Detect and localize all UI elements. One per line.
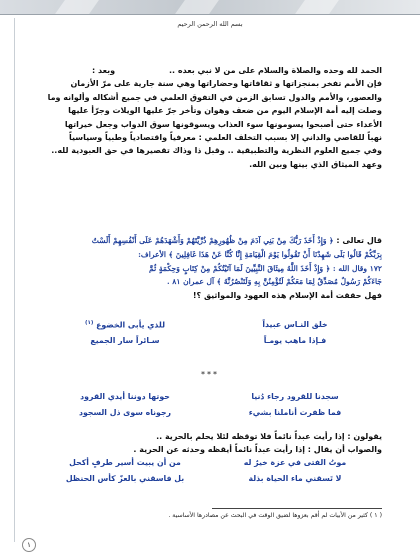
footnote: ( ١ ) كثير من الأبيات لم أقم بعزوها لضيق الوقت في البحث عن مصادرها الأساسية . [168,512,382,519]
poem-row [50,336,370,352]
saying-paragraph [32,430,382,457]
wabaad-label: وبعد : [92,66,116,75]
footnote-ref: (١) [84,320,94,326]
verse-line: ١٧٢ وقال الله : ﴿ وَإِذْ أَخَذَ اللَّهُ مِيثَاقَ النَّبِيِّينَ لَمَا آتَيْتُكُمْ مِنْ كِتَابٍ وَحِكْمَةٍ ثُمَّ [149,263,382,273]
poem-stanza-2 [50,392,370,424]
poem-row [50,320,370,336]
intro-line: نهباً للقاصي والداني إلا بسبب التخلف العلمي : معرفياً واقتصادياً وطبياً وسياسياً [68,133,382,143]
question-line: فهل حققت أمة الإسلام هذه العهود والمواثيق ؟! [192,291,382,301]
verse-line: جَاءَكُمْ رَسُولٌ مُصَدِّقٌ لِمَا مَعَكُمْ لَتُؤْمِنُنَّ بِهِ وَلَتَنْصُرُنَّهُ ﴾ آل عمران ٨١ . [166,277,382,287]
hemistich-right: لا تَسقني ماء الحياة بذلة [248,474,342,483]
saying-line: يقولون : إذا رأيت عبداً نائماً فلا توقظه لئلا يحلم بالحرية .. [156,432,382,441]
poem-row [50,474,370,490]
hemistich-left [50,320,200,330]
intro-line: الأعداء حتى أصبحوا يسومونها سوء العذاب ويسوقونها سوق الدواب وجعل خيراتها [64,119,382,129]
top-decorative-band [0,0,420,14]
intro-paragraph [32,64,382,171]
hemistich-right: فما ظفرت أناملنا بشيء [248,408,342,417]
section-separator: *** [201,370,219,379]
poem-stanza-1 [50,320,370,352]
verse-text: ﴿ وَإِذْ أَخَذَ رَبُّكَ مِنْ بَنِي آدَمَ مِنْ ظُهُورِهِمْ ذُرِّيَّتَهُمْ وَأَشْهَدَهُمْ عَلَى أَنْفُسِهِمْ أَلَسْتُ [91,236,334,245]
intro-line: وصلت إليه أمة الإسلام اليوم من ضعف وهوان وتأخر جرّ عليها الويلات وجرّأ عليها [68,106,382,116]
intro-line: فإن الأمم تفخر بمنجزاتها و ثقافاتها وحضاراتها وهي سنة جارية على مرّ الأزمان [70,79,382,89]
intro-line: والعصور، والأمم والدول تسابق الزمن في التفوق العلمي في جميع أشكاله وألوانه وما [47,92,382,102]
verse-intro-label: قال تعالى : [336,236,382,245]
intro-line: وعهد الميثاق الذي بينها وبين الله. [249,159,382,169]
verse-line [32,234,382,248]
poem-row [50,458,370,474]
opening-praise: الحمد لله وحده والصلاة والسلام على من لا نبي بعده .. [169,66,382,75]
quran-verses [32,234,382,303]
left-margin-rule [14,18,15,542]
band-stripe [55,0,99,14]
band-underline [0,14,420,15]
hemistich-right: سجدنا للقرود رجاء دُنيا [251,392,339,401]
hemistich-right: خلق النـاس عبيداً [262,320,328,329]
hemistich-left: سـائراً سار الجميع [90,336,160,345]
intro-header [32,64,382,77]
band-stripe [295,0,339,14]
footnote-rule [212,508,382,509]
verse-line: بِرَبِّكُمْ قَالُوا بَلَى شَهِدْنَا أَنْ تَقُولُوا يَوْمَ الْقِيَامَةِ إِنَّا كُنَّا عَنْ هَذَا غَافِلِينَ ﴾ الأعراف: [138,249,382,259]
saying-line: والصواب أن يقال : إذا رأيت عبداً نائماً أيقظه وحدثه عن الحرية . [133,445,382,455]
hemistich-left: بل فاسقني بالعزّ كأس الحنظل [65,474,185,483]
poem-stanza-3 [50,458,370,490]
band-stripe [175,0,219,14]
hemistich-text: للذي يأبى الخضوع [96,320,166,330]
intro-line: وفي جميع العلوم النظرية والتطبيقية .. وقبل ذا وذاك تقصيرها في حق العبودية لله.. [51,146,382,156]
hemistich-left: رجوناه سوى ذل السجود [78,408,172,417]
hemistich-right: موتُ الفتى في عزة خيرٌ له [243,458,347,467]
hemistich-right: فـإذا ماهب يومـاً [263,336,327,345]
hemistich-left: حوتها دوننا أيدي القرود [80,392,170,401]
poem-row [50,408,370,424]
page-number: ١ [22,538,36,552]
basmala: بسم الله الرحمن الرحيم [177,20,243,28]
hemistich-left: من أن يبيت أسير طرفٍ أكحل [69,458,181,467]
poem-row [50,392,370,408]
